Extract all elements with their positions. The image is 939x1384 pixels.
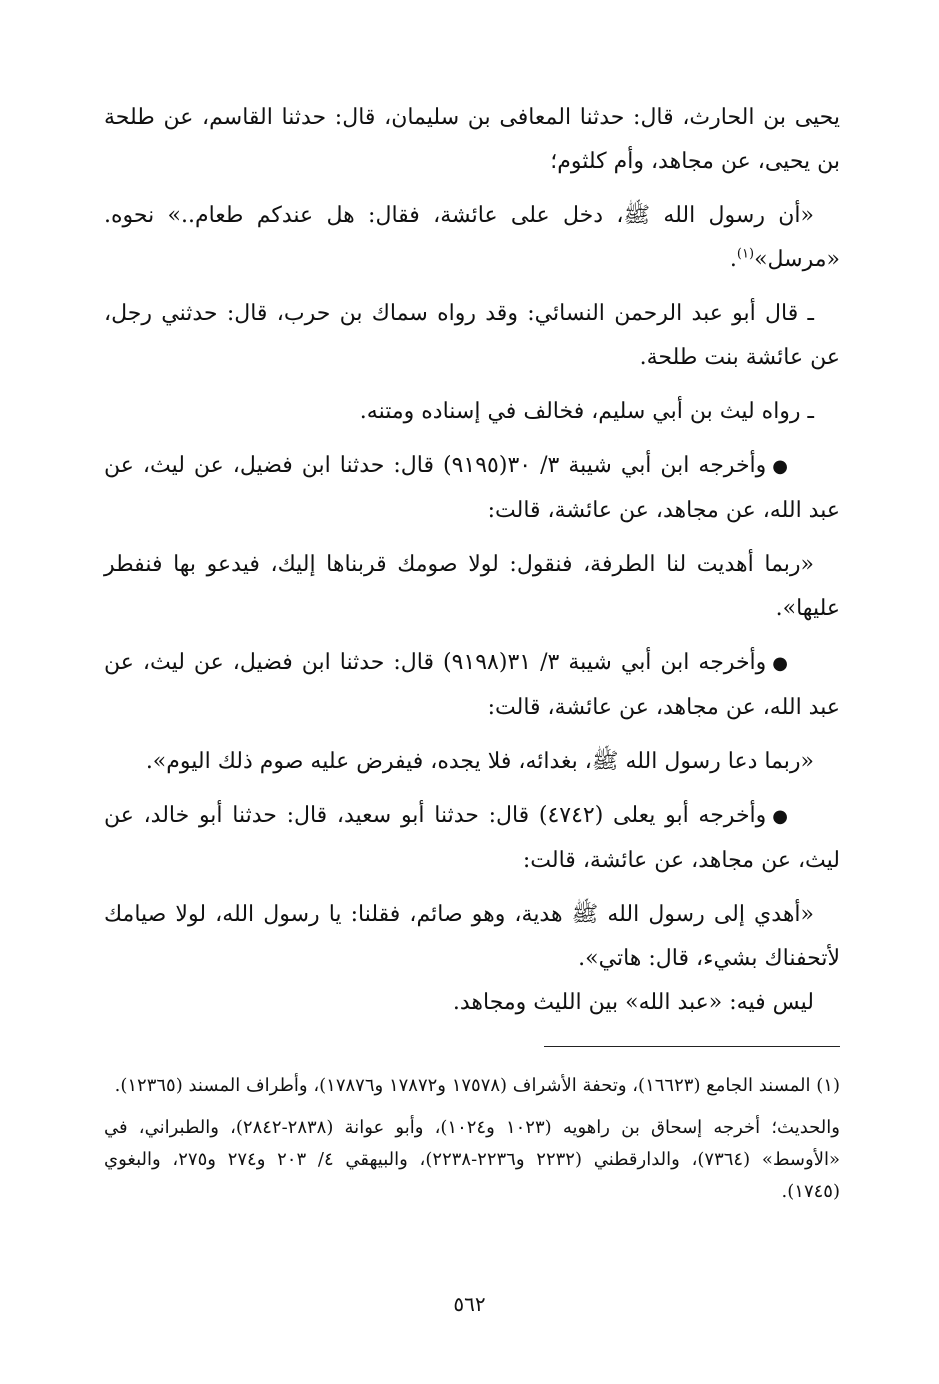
bullet-icon: ● [772,456,788,477]
hadith-text: «ربما أهديت لنا الطرفة، فنقول: لولا صومك قربناها إليك، فيدعو بها فنفطر عليها». [104,552,840,621]
hadith-text: «أهدي إلى رسول الله ﷺ هدية، وهو صائم، فقلنا: يا رسول الله، لولا صيامك لأتحفناك بشيء، قال: هاتي». [104,902,840,971]
paragraph-3 [104,292,840,380]
paragraph-10 [104,893,840,981]
hadith-text: «أن رسول الله ﷺ، دخل على عائشة، فقال: هل عندكم طعام..» نحوه. «مرسل» [104,203,840,272]
footnotes [104,1070,840,1208]
paragraph-1 [104,96,840,184]
footnote-2: والحديث؛ أخرجه إسحاق بن راهويه (١٠٢٣ و١٠٢٤)، وأبو عوانة (٢٨٣٨-٢٨٤٢)، والطبراني، في «الأوسط» (٧٣٦٤)، والدارقطني (٢٢٣٢ و٢٢٣٦-٢٢٣٨)، والبيهقي ٤/ ٢٠٣ و٢٧٤ و٢٧٥، والبغوي (١٧٤٥). [104,1117,840,1202]
paragraph-9 [104,794,840,883]
comment-text: ـ قال أبو عبد الرحمن النسائي: وقد رواه سماك بن حرب، قال: حدثني رجل، عن عائشة بنت طلحة. [104,301,840,370]
comment-text: ـ رواه ليث بن أبي سليم، فخالف في إسناده ومتنه. [359,399,814,424]
paragraph-2 [104,194,840,282]
footnote-separator [544,1046,840,1047]
bullet-icon: ● [772,806,789,827]
bullet-icon: ● [772,653,788,674]
punctuation: . [729,247,737,272]
footnote-ref[interactable]: (١) [736,246,755,262]
main-text [104,96,840,1025]
paragraph-8 [104,740,840,784]
comment-text: ليس فيه: «عبد الله» بين الليث ومجاهد. [452,990,814,1015]
paragraph-6 [104,543,840,631]
narration-text: وأخرجه ابن أبي شيبة ٣/ ٣١(٩١٩٨) قال: حدثنا ابن فضيل، عن ليث، عن عبد الله، عن مجاهد، عن عائشة، قالت: [104,650,840,720]
paragraph-5 [104,444,840,533]
paragraph-4 [104,390,840,434]
paragraph-7 [104,641,840,730]
paragraph-11 [104,981,840,1025]
narration-text: وأخرجه أبو يعلى (٤٧٤٢) قال: حدثنا أبو سعيد، قال: حدثنا أبو خالد، عن ليث، عن مجاهد، عن عائشة، قالت: [104,803,840,873]
narration-text: يحيى بن الحارث، قال: حدثنا المعافى بن سليمان، قال: حدثنا القاسم، عن طلحة بن يحيى، عن مجاهد، وأم كلثوم؛ [104,105,840,174]
narration-text: وأخرجه ابن أبي شيبة ٣/ ٣٠(٩١٩٥) قال: حدثنا ابن فضيل، عن ليث، عن عبد الله، عن مجاهد، عن عائشة، قالت: [104,453,840,523]
hadith-text: «ربما دعا رسول الله ﷺ، بغدائه، فلا يجده، فيفرض عليه صوم ذلك اليوم». [145,749,814,774]
page-number: ٥٦٢ [453,1292,486,1316]
footnote-1: (١) المسند الجامع (١٦٦٢٣)، وتحفة الأشراف (١٧٥٧٨ و١٧٨٧٢ و١٧٨٧٦)، وأطراف المسند (١٢٣٦٥). [114,1075,840,1096]
